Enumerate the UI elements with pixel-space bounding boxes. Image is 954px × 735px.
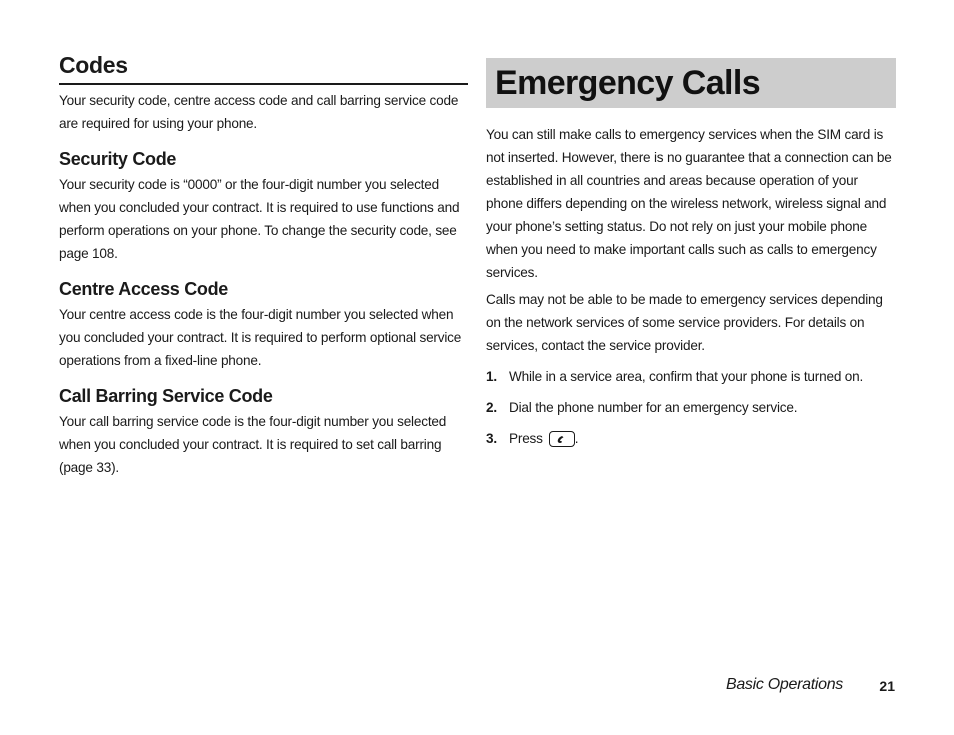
page-title: Emergency Calls bbox=[495, 63, 761, 102]
step-number: 2. bbox=[486, 400, 497, 415]
step-suffix: . bbox=[574, 431, 579, 446]
step-text: Dial the phone number for an emergency service. bbox=[509, 400, 798, 415]
step-item bbox=[486, 396, 896, 419]
security-code-text: Your security code is “0000” or the four-digit number you selected when you concluded your contract. It is required to use functions and perform operations on your phone. To change the security code, see page 108. bbox=[59, 177, 460, 261]
emergency-paragraph-1: You can still make calls to emergency services when the SIM card is not inserted. However, there is no guarantee that a connection can be established in all countries and areas because operation of your phone differs depending on the wireless network, wireless signal and your phone’s setting status. Do not rely on just your mobile phone when you need to make important calls such as calls to emergency services. bbox=[486, 127, 892, 280]
step-text: While in a service area, confirm that your phone is turned on. bbox=[509, 369, 864, 384]
step-number: 1. bbox=[486, 369, 497, 384]
footer-section-name: Basic Operations bbox=[725, 676, 843, 693]
step-press bbox=[509, 427, 578, 450]
codes-heading: Codes bbox=[59, 52, 468, 85]
security-code-heading: Security Code bbox=[59, 149, 177, 169]
emergency-paragraph-2: Calls may not be able to be made to emergency services depending on the network services of some service providers. For details on services, contact the service provider. bbox=[486, 292, 883, 353]
codes-intro: Your security code, centre access code and call barring service code are required for using your phone. bbox=[59, 93, 459, 131]
page-number: 21 bbox=[879, 678, 895, 694]
centre-access-code-heading: Centre Access Code bbox=[59, 279, 229, 299]
codes-column bbox=[59, 52, 468, 479]
steps-list bbox=[486, 365, 896, 450]
step-item bbox=[486, 427, 896, 450]
centre-access-code-text: Your centre access code is the four-digit number you selected when you concluded your contract. It is required to perform optional service operations from a fixed-line phone. bbox=[59, 307, 462, 368]
send-key-icon bbox=[549, 431, 575, 447]
emergency-calls-column bbox=[486, 58, 896, 458]
call-barring-code-heading: Call Barring Service Code bbox=[59, 386, 273, 406]
step-text: Press bbox=[509, 431, 543, 446]
step-item bbox=[486, 365, 896, 388]
title-banner bbox=[486, 58, 896, 108]
call-barring-code-text: Your call barring service code is the four-digit number you selected when you concluded your contract. It is required to set call barring (page 33). bbox=[59, 414, 447, 475]
step-number: 3. bbox=[486, 431, 497, 446]
